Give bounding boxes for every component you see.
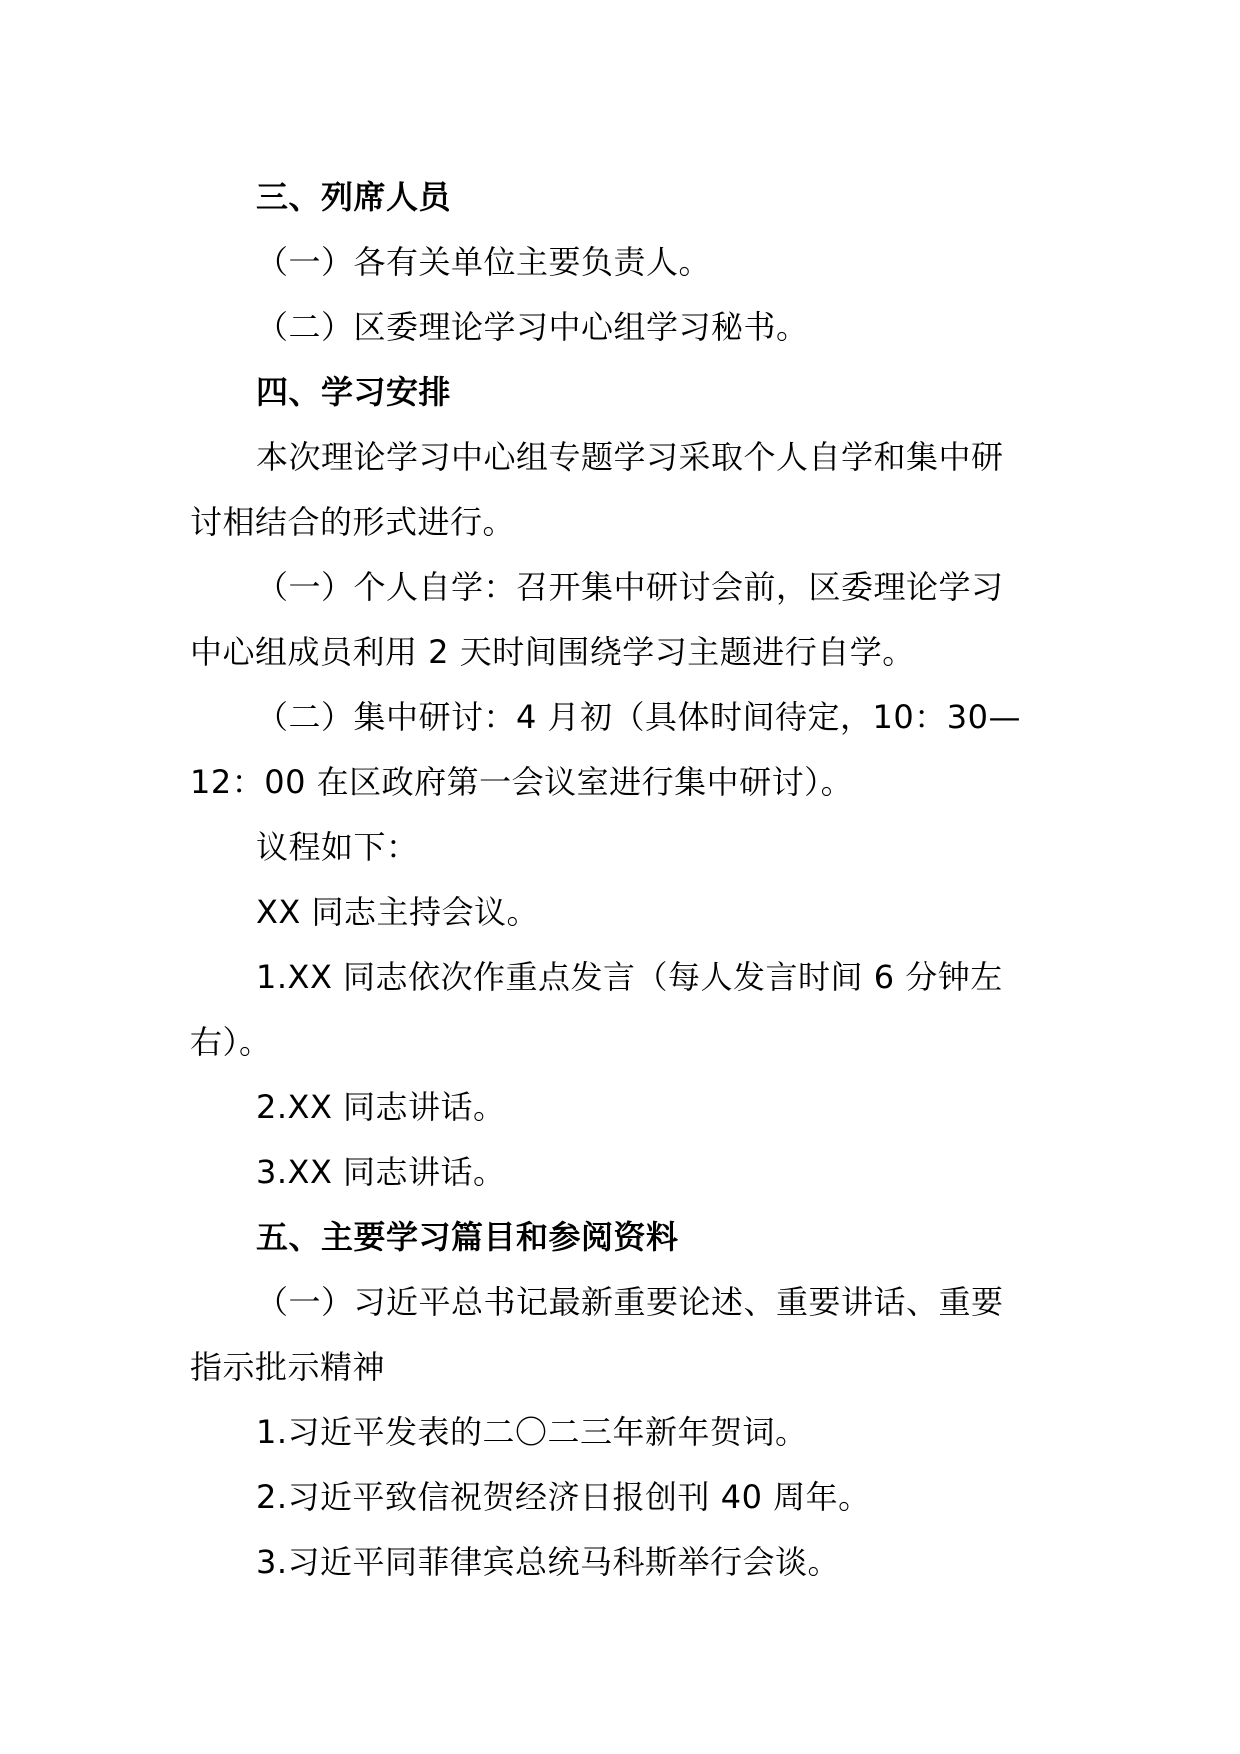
paragraph-continuation-line: 中心组成员利用 2 天时间围绕学习主题进行自学。: [190, 633, 915, 671]
section-heading-reading-materials: 五、主要学习篇目和参阅资料: [256, 1218, 679, 1256]
agenda-item: 1.XX 同志依次作重点发言（每人发言时间 6 分钟左: [256, 958, 1003, 996]
paragraph-line: （一）习近平总书记最新重要论述、重要讲话、重要: [256, 1283, 1004, 1321]
section-heading-attendees: 三、列席人员: [256, 178, 452, 216]
paragraph-line: （二）区委理论学习中心组学习秘书。: [256, 308, 809, 346]
agenda-item: 2.XX 同志讲话。: [256, 1088, 506, 1126]
paragraph-line: （一）个人自学：召开集中研讨会前，区委理论学习: [256, 568, 1004, 606]
paragraph-continuation-line: 讨相结合的形式进行。: [190, 503, 516, 541]
reading-item: 2.习近平致信祝贺经济日报创刊 40 周年。: [256, 1478, 871, 1516]
section-heading-study-arrangement: 四、学习安排: [256, 373, 452, 411]
paragraph-continuation-line: 右）。: [190, 1023, 272, 1061]
agenda-item: 3.XX 同志讲话。: [256, 1153, 506, 1191]
paragraph-continuation-line: 指示批示精神: [190, 1348, 386, 1386]
document-body: [190, 165, 1060, 1595]
agenda-intro-line: 议程如下：: [256, 828, 419, 866]
agenda-item: XX 同志主持会议。: [256, 893, 540, 931]
paragraph-line: （二）集中研讨：4 月初（具体时间待定，10：30—: [256, 698, 1021, 736]
reading-item: 3.习近平同菲律宾总统马科斯举行会谈。: [256, 1543, 841, 1581]
paragraph-line: （一）各有关单位主要负责人。: [256, 243, 712, 281]
paragraph-line: 本次理论学习中心组专题学习采取个人自学和集中研: [256, 438, 1004, 476]
paragraph-continuation-line: 12：00 在区政府第一会议室进行集中研讨）。: [190, 763, 854, 801]
reading-item: 1.习近平发表的二〇二三年新年贺词。: [256, 1413, 808, 1451]
